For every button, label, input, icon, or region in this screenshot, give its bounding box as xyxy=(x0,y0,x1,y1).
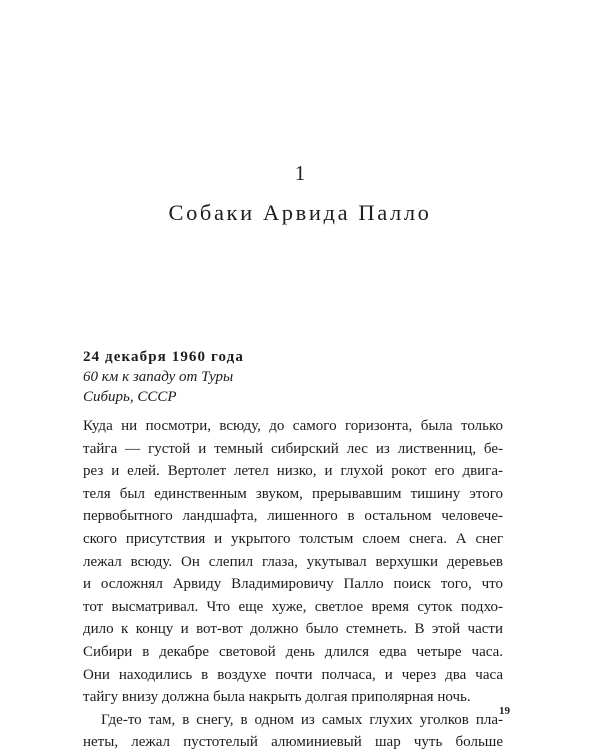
text-line: Куда ни посмотри, всюду, до самого горизонта, была только xyxy=(83,418,503,434)
text-line: первобытного ландшафта, лишенного в остальном человече- xyxy=(83,508,503,525)
text-line: теля был единственным звуком, прерывавшим тишину этого xyxy=(83,485,503,502)
text-line: дило к концу и вот-вот должно было стемнеть. В этой части xyxy=(83,621,503,638)
section-date: 24 декабря 1960 года xyxy=(83,349,244,365)
text-line: и осложнял Арвиду Владимировичу Палло поиск того, что xyxy=(83,576,503,593)
text-line: тайгу внизу должна была накрыть долгая приполярная ночь. xyxy=(83,689,471,706)
section-heading xyxy=(83,347,244,407)
text-line: тот высматривал. Что еще хуже, светлое время суток подхо- xyxy=(83,598,503,615)
text-line: Где-то там, в снегу, в одном из самых глухих уголков пла- xyxy=(101,711,503,728)
chapter-number: 1 xyxy=(294,161,306,185)
text-line: лежал всюду. Он слепил глаза, укутывал верхушки деревьев xyxy=(83,553,503,570)
text-line: Сибири в декабре световой день длился едва четыре часа. xyxy=(83,643,503,660)
text-line: тайга — густой и темный сибирский лес из лиственниц, бе- xyxy=(83,440,503,457)
text-line: ского присутствия и укрытого толстым слоем снега. А снег xyxy=(83,530,503,547)
section-location-line-1: 60 км к западу от Туры xyxy=(83,369,234,385)
text-line: Они находились в воздухе почти полчаса, и через два часа xyxy=(83,666,503,683)
page-number: 19 xyxy=(499,705,510,717)
text-line: рез и елей. Вертолет летел низко, и глухой рокот его двига- xyxy=(83,463,503,480)
chapter-title: Собаки Арвида Палло xyxy=(168,200,432,225)
text-line: неты, лежал пустотелый алюминиевый шар чуть больше xyxy=(83,734,503,751)
body-text xyxy=(83,415,503,754)
section-location-line-2: Сибирь, СССР xyxy=(83,389,177,405)
